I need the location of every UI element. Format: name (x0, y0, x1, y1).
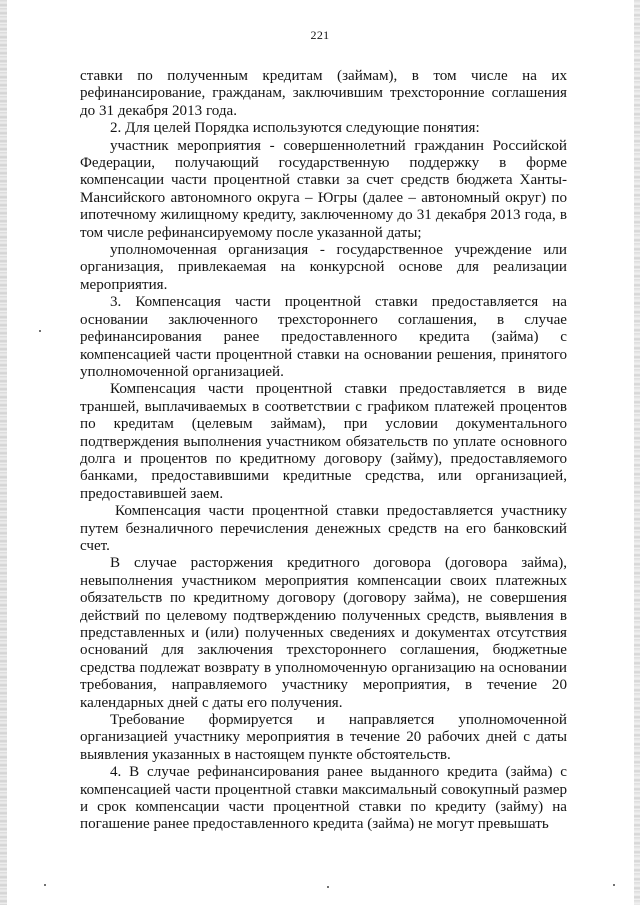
paragraph-10: 4. В случае рефинансирования ранее выданного кредита (займа) с компенсацией части процентной ставки максимальный совокупный размер и срок компенсации части процентной ставки по кредиту (займу) на погашение ранее предоставленного кредита (займа) не могут превышать (80, 764, 567, 833)
scan-speck (44, 884, 46, 886)
paragraph-4: уполномоченная организация - государственное учреждение или организация, привлекаемая на конкурсной основе для реализации мероприятия. (80, 242, 567, 293)
paragraph-8: В случае расторжения кредитного договора (договора займа), невыполнения участником мероприятия компенсации своих платежных обязательств по кредитному договору (договору займа), не совершения действий по целевому подтверждению полученных средств, выявления в представленных и (или) полученных сведениях и документах отсутствия оснований для заключения трехстороннего соглашения, бюджетные средства подлежат возврату в уполномоченную организацию на основании требования, направляемого участнику мероприятия, в течение 20 календарных дней с даты его получения. (80, 555, 567, 711)
scan-speck (39, 330, 41, 332)
paragraph-9: Требование формируется и направляется уполномоченной организацией участнику мероприятия в течение 20 рабочих дней с даты выявления указанных в настоящем пункте обстоятельств. (80, 712, 567, 763)
document-body (80, 68, 567, 834)
page-number: 221 (310, 28, 330, 42)
scan-left-edge (0, 0, 7, 905)
paragraph-2: 2. Для целей Порядка используются следующие понятия: (110, 120, 480, 137)
paragraph-1: ставки по полученным кредитам (займам), в том числе на их рефинансирование, гражданам, заключившим трехсторонние соглашения до 31 декабря 2013 года. (80, 68, 567, 119)
paragraph-7: Компенсация части процентной ставки предоставляется участнику путем безналичного перечисления денежных средств на его банковский счет. (80, 503, 567, 554)
scan-right-edge (634, 0, 640, 905)
paragraph-5: 3. Компенсация части процентной ставки предоставляется на основании заключенного трехстороннего соглашения, в случае рефинансирования ранее предоставленного кредита (займа) с компенсацией части процентной ставки на основании решения, принятого уполномоченной организацией. (80, 294, 567, 380)
paragraph-6: Компенсация части процентной ставки предоставляется в виде траншей, выплачиваемых в соответствии с графиком платежей процентов по кредитам (целевым займам), при условии документального подтверждения выполнения участником обязательств по уплате основного долга и процентов по кредитному договору (займу), предоставляемого банками, предоставившими кредитные средства, или организацией, предоставившей заем. (80, 381, 567, 502)
scan-speck (327, 886, 329, 888)
scan-speck (613, 884, 615, 886)
paragraph-3: участник мероприятия - совершеннолетний гражданин Российской Федерации, получающий государственную поддержку в форме компенсации части процентной ставки за счет средств бюджета Ханты-Мансийского автономного округа – Югры (далее – автономный округ) по ипотечному жилищному кредиту, заключенному до 31 декабря 2013 года, в том числе рефинансируемому после указанной даты; (80, 137, 567, 241)
